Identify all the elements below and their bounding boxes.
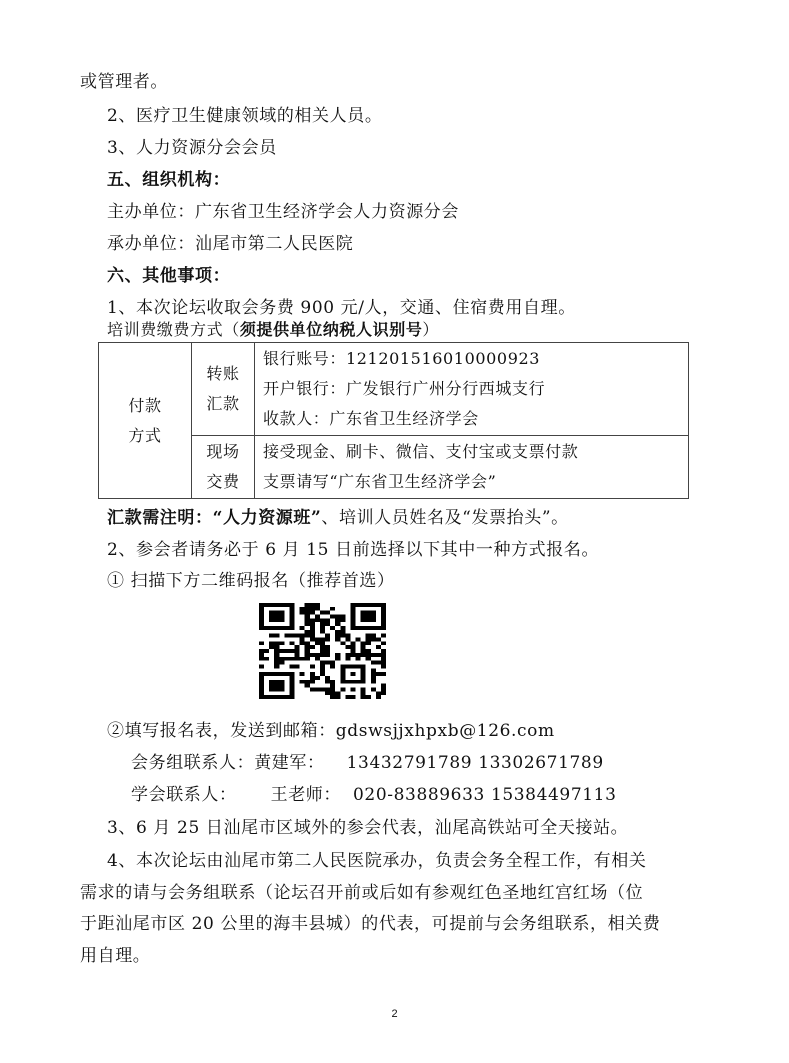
bank-name: 开户银行：广发银行广州分行西城支行 — [263, 379, 546, 398]
para4-line4: 用自理。 — [80, 946, 151, 966]
onsite-methods: 接受现金、刷卡、微信、支付宝或支票付款 — [263, 442, 579, 461]
payment-label-line2: 方式 — [128, 425, 162, 445]
text-pickup: 3、6 月 25 日汕尾市区域外的参会代表，汕尾高铁站可全天接站。 — [107, 818, 629, 838]
remit-class-name: “人力资源班” — [212, 508, 322, 528]
page-number: 2 — [391, 1008, 398, 1020]
payment-label-line1: 付款 — [128, 395, 162, 415]
para4-line1: 4、本次论坛由汕尾市第二人民医院承办，负责会务全程工作，有相关 — [107, 851, 647, 871]
onsite-label-line2: 交费 — [206, 472, 240, 491]
qr-code-image[interactable] — [259, 603, 386, 699]
text-line-item-2: 2、医疗卫生健康领域的相关人员。 — [107, 106, 383, 126]
text-remittance-note — [107, 507, 569, 529]
payment-table — [98, 342, 689, 499]
onsite-details-cell — [255, 436, 689, 499]
contact2-name: 王老师： — [270, 785, 342, 805]
section-heading-other: 六、其他事项： — [107, 266, 231, 286]
bank-account: 银行账号：121201516010000923 — [263, 349, 541, 368]
text-line-continuation: 或管理者。 — [80, 72, 168, 92]
fee-method-requirement: 须提供单位纳税人识别号 — [239, 320, 423, 339]
fee-method-prefix: 培训费缴费方式（ — [107, 320, 240, 339]
text-contact1 — [131, 752, 604, 774]
contact1-phones: 13432791789 13302671789 — [346, 753, 604, 773]
text-fee-payment-method — [107, 319, 439, 341]
text-registration-intro: 2、参会者请务必于 6 月 15 日前选择以下其中一种方式报名。 — [107, 540, 600, 560]
transfer-label-cell — [192, 343, 255, 436]
text-organizer-unit: 承办单位：汕尾市第二人民医院 — [107, 234, 354, 254]
payment-method-label-cell — [99, 343, 192, 499]
section-heading-organization: 五、组织机构： — [107, 170, 231, 190]
cheque-note: 支票请写“广东省卫生经济学会” — [263, 472, 497, 491]
transfer-details-cell — [255, 343, 689, 436]
text-line-item-3: 3、人力资源分会会员 — [107, 138, 277, 158]
remit-note-rest: 、培训人员姓名及“发票抬头”。 — [321, 508, 569, 528]
fee-method-suffix: ） — [422, 320, 440, 339]
text-registration-option1: ① 扫描下方二维码报名（推荐首选） — [107, 571, 395, 591]
text-host-unit: 主办单位：广东省卫生经济学会人力资源分会 — [107, 202, 459, 222]
remit-note-label: 汇款需注明： — [107, 508, 213, 528]
onsite-label-line1: 现场 — [206, 442, 240, 461]
text-registration-option2: ②填写报名表，发送到邮箱：gdswsjjxhpxb@126.com — [107, 721, 555, 741]
para4-line3: 于距汕尾市区 20 公里的海丰县城）的代表，可提前与会务组联系，相关费 — [80, 914, 661, 934]
text-contact2 — [131, 784, 617, 806]
contact1-label: 会务组联系人：黄建军： — [131, 753, 325, 773]
transfer-label-line2: 汇款 — [206, 394, 240, 413]
text-fee: 1、本次论坛收取会务费 900 元/人，交通、住宿费用自理。 — [107, 298, 576, 318]
transfer-label-line1: 转账 — [206, 364, 240, 383]
para4-line2: 需求的请与会务组联系（论坛召开前或后如有参观红色圣地红宫红场（位 — [80, 883, 644, 903]
contact2-label: 学会联系人： — [131, 785, 237, 805]
contact2-phones: 020-83889633 15384497113 — [353, 785, 617, 805]
payee: 收款人：广东省卫生经济学会 — [263, 409, 479, 428]
onsite-label-cell — [192, 436, 255, 499]
